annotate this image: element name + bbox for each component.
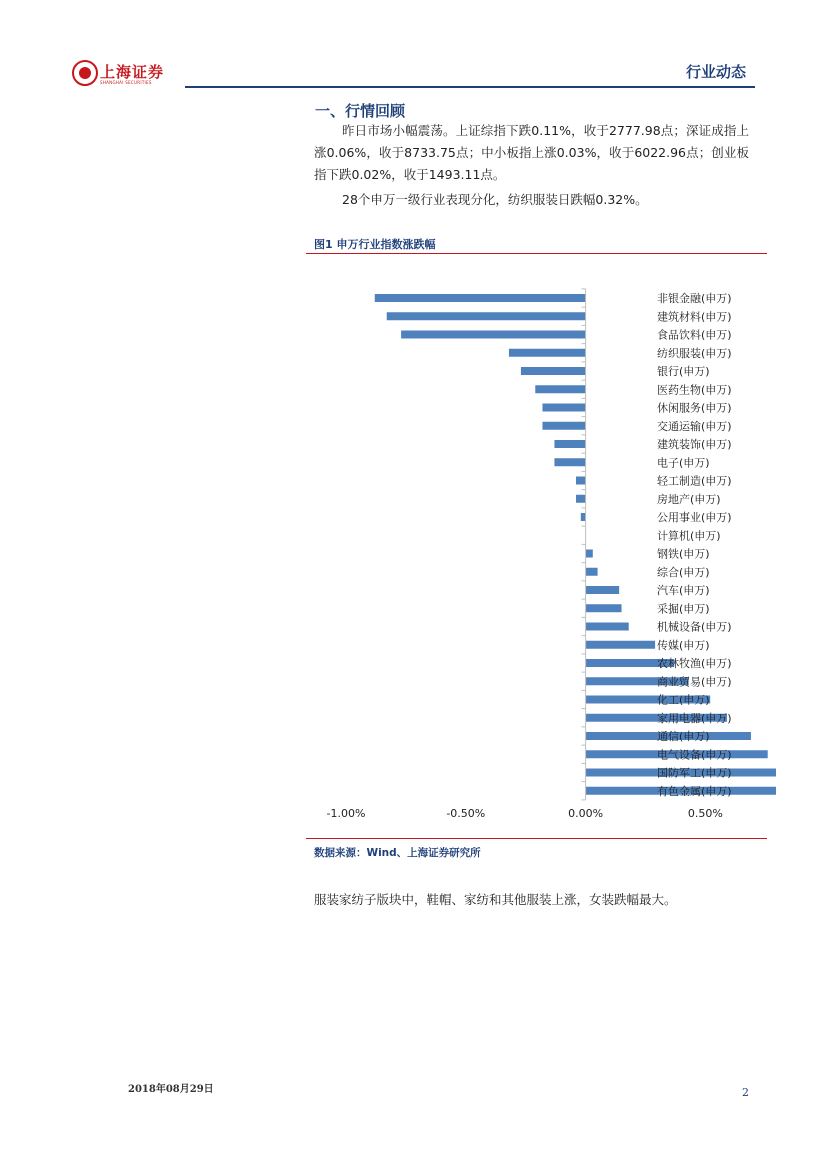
report-date: 2018年08月29日 <box>128 1084 214 1095</box>
bar-9 <box>554 458 585 466</box>
category-label: 非银金融(申万) <box>657 292 732 305</box>
bar-0 <box>375 294 586 302</box>
bar-7 <box>542 422 585 430</box>
x-tick-label: 0.00% <box>568 807 604 820</box>
bar-12 <box>581 513 586 521</box>
bar-3 <box>509 349 586 357</box>
category-label: 商业贸易(申万) <box>657 675 732 689</box>
zero-axis-ticks <box>582 289 586 800</box>
x-tick-label: -1.00% <box>326 807 366 820</box>
data-source: 数据来源：Wind、上海证券研究所 <box>314 847 481 859</box>
bar-6 <box>542 404 585 412</box>
figure-bottom-rule <box>306 838 767 839</box>
bar-4 <box>521 367 586 375</box>
bar-14 <box>586 550 593 558</box>
category-labels <box>657 291 732 798</box>
bar-18 <box>586 623 629 631</box>
company-logo <box>72 60 172 88</box>
category-label: 轻工制造(申万) <box>657 474 732 488</box>
category-label: 建筑装饰(申万) <box>657 438 732 451</box>
industry-paragraph: 28个申万一级行业表现分化，纺织服装日跌幅0.32%。 <box>342 192 648 207</box>
category-label: 综合(申万) <box>657 565 710 579</box>
x-tick-label: -0.50% <box>446 807 486 820</box>
category-label: 化工(申万) <box>657 693 710 707</box>
page-number: 2 <box>742 1086 749 1099</box>
category-label: 医药生物(申万) <box>657 383 732 397</box>
category-label: 通信(申万) <box>657 730 710 743</box>
category-label: 钢铁(申万) <box>657 547 710 561</box>
category-label: 有色金属(申万) <box>657 784 732 798</box>
apparel-paragraph: 服装家纺子版块中，鞋帽、家纺和其他服装上涨，女装跌幅最大。 <box>314 892 677 907</box>
bar-5 <box>535 385 585 393</box>
bar-15 <box>586 568 598 576</box>
section-title: 一、行情回顾 <box>315 102 406 120</box>
category-label: 家用电器(申万) <box>657 711 732 725</box>
bar-2 <box>401 331 585 339</box>
category-label: 传媒(申万) <box>657 638 710 652</box>
logo-name: 上海证券 <box>100 63 165 81</box>
figure-top-rule <box>306 253 767 254</box>
category-label: 公用事业(申万) <box>657 511 732 524</box>
bar-8 <box>554 440 585 448</box>
industry-change-bar-chart <box>306 270 776 830</box>
market-review-paragraph: 昨日市场小幅震荡。上证综指下跌0.11%，收于2777.98点；深证成指上涨0.06%，收于8733.75点；中小板指上涨0.03%，收于6022.96点；创业板指下跌0.02%，收于1493.11点。 <box>314 123 749 182</box>
report-type: 行业动态 <box>685 63 746 81</box>
category-label: 汽车(申万) <box>657 584 710 597</box>
logo-subtitle: SHANGHAI SECURITIES <box>100 80 152 85</box>
x-tick-labels <box>327 807 776 820</box>
category-label: 交通运输(申万) <box>657 419 732 433</box>
category-label: 房地产(申万) <box>657 492 721 506</box>
category-label: 国防军工(申万) <box>657 766 732 780</box>
category-label: 电气设备(申万) <box>657 748 732 762</box>
category-label: 农林牧渔(申万) <box>657 657 732 670</box>
category-label: 采掘(申万) <box>657 602 710 616</box>
logo-emblem-icon <box>72 60 98 86</box>
bar-1 <box>387 312 586 320</box>
figure-caption: 图1 申万行业指数涨跌幅 <box>314 238 436 251</box>
category-label: 纺织服装(申万) <box>657 346 732 360</box>
bar-11 <box>576 495 586 503</box>
category-label: 机械设备(申万) <box>657 620 732 634</box>
category-label: 建筑材料(申万) <box>657 310 732 324</box>
x-tick-label: 0.50% <box>687 807 723 820</box>
category-label: 食品饮料(申万) <box>657 328 732 342</box>
category-label: 银行(申万) <box>657 365 710 378</box>
category-label: 计算机(申万) <box>657 529 721 543</box>
bar-10 <box>576 477 586 485</box>
header-divider <box>185 86 755 88</box>
bar-19 <box>586 641 655 649</box>
bar-17 <box>586 604 622 612</box>
category-label: 休闲服务(申万) <box>657 401 732 415</box>
bar-16 <box>586 586 620 594</box>
category-label: 电子(申万) <box>657 456 710 470</box>
